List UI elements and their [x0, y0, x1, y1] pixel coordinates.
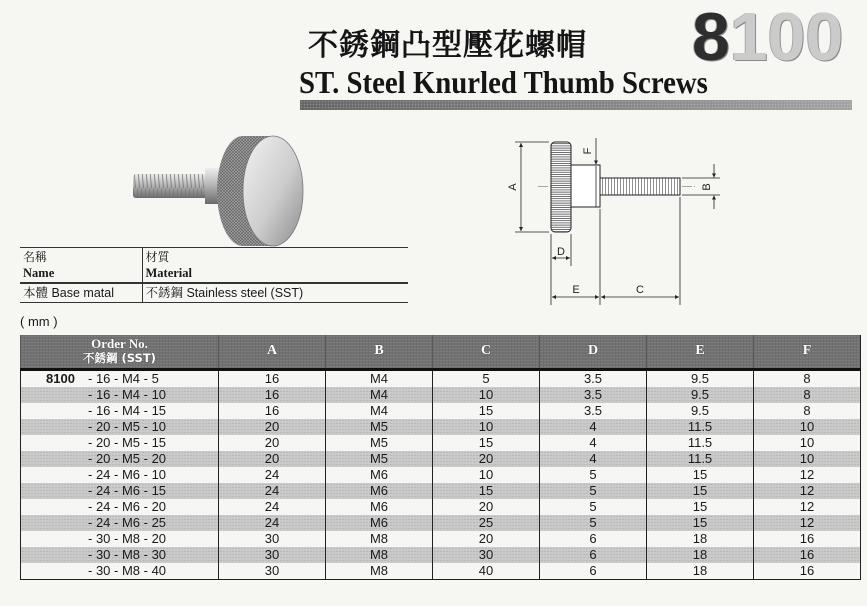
cell-b: M8	[326, 547, 433, 563]
table-row	[21, 467, 861, 483]
table-row	[21, 369, 861, 387]
cell-e: 9.5	[647, 403, 754, 419]
table-row	[21, 387, 861, 403]
spec-table	[20, 335, 861, 580]
table-row	[21, 403, 861, 419]
dim-label-f: F	[582, 147, 594, 155]
cell-f: 12	[754, 515, 861, 531]
order-number-cell	[21, 563, 219, 580]
cell-d: 5	[540, 499, 647, 515]
material-row	[20, 283, 408, 303]
cell-b: M6	[326, 483, 433, 499]
cell-c: 30	[433, 547, 540, 563]
dim-label-d: D	[557, 246, 565, 258]
order-suffix: - 30 - M8 - 20	[88, 530, 167, 546]
dim-label-a: A	[507, 183, 519, 191]
table-row	[21, 531, 861, 547]
order-number-cell	[21, 515, 219, 531]
cell-a: 24	[219, 499, 326, 515]
header-order-no	[21, 335, 219, 369]
cell-d: 5	[540, 483, 647, 499]
order-suffix: - 24 - M6 - 25	[88, 514, 167, 530]
order-suffix: - 24 - M6 - 20	[88, 498, 167, 514]
cell-e: 9.5	[647, 387, 754, 403]
cell-c: 15	[433, 435, 540, 451]
cell-e: 15	[647, 499, 754, 515]
title-chinese: 不銹鋼凸型壓花螺帽	[308, 28, 587, 63]
cell-c: 10	[433, 467, 540, 483]
cell-d: 4	[540, 419, 647, 435]
screw-head-face	[243, 136, 303, 246]
order-suffix: - 20 - M5 - 15	[88, 434, 167, 450]
table-row	[21, 435, 861, 451]
header-col-b: B	[326, 335, 433, 369]
table-row	[21, 563, 861, 580]
cell-b: M6	[326, 499, 433, 515]
cell-d: 5	[540, 515, 647, 531]
material-header-row	[20, 248, 408, 283]
cell-b: M5	[326, 451, 433, 467]
order-suffix: - 30 - M8 - 30	[88, 546, 167, 562]
cell-e: 11.5	[647, 435, 754, 451]
material-table	[20, 247, 408, 303]
dim-label-b: B	[701, 183, 713, 191]
cell-f: 8	[754, 387, 861, 403]
cell-d: 3.5	[540, 369, 647, 387]
header-order-no-material: 不銹鋼 (SST)	[83, 350, 156, 365]
header-name-zh: 名稱	[23, 250, 48, 264]
cell-b: M6	[326, 515, 433, 531]
order-suffix: - 30 - M8 - 40	[88, 562, 167, 578]
cell-a: 24	[219, 515, 326, 531]
cell-f: 8	[754, 403, 861, 419]
table-row	[21, 547, 861, 563]
catalog-number: 8100	[692, 0, 844, 75]
cell-e: 15	[647, 467, 754, 483]
header-col-c: C	[433, 335, 540, 369]
cell-e: 18	[647, 547, 754, 563]
cell-f: 8	[754, 369, 861, 387]
cell-b: M4	[326, 369, 433, 387]
cell-f: 10	[754, 435, 861, 451]
cell-a: 16	[219, 403, 326, 419]
cell-f: 16	[754, 531, 861, 547]
order-number-cell	[21, 547, 219, 563]
dimension-lines	[515, 138, 720, 305]
order-number-cell	[21, 467, 219, 483]
cell-c: 15	[433, 483, 540, 499]
order-number-cell	[21, 483, 219, 499]
header-name-en: Name	[23, 266, 55, 280]
order-suffix: - 16 - M4 - 15	[88, 402, 167, 418]
cell-f: 16	[754, 563, 861, 580]
dimension-drawing	[500, 130, 730, 310]
cell-f: 12	[754, 499, 861, 515]
cell-c: 10	[433, 387, 540, 403]
order-suffix: - 16 - M4 - 10	[88, 386, 167, 402]
cell-b: M8	[326, 563, 433, 580]
cell-e: 15	[647, 483, 754, 499]
title-english: ST. Steel Knurled Thumb Screws	[299, 64, 708, 100]
cell-a: 30	[219, 531, 326, 547]
cell-f: 12	[754, 467, 861, 483]
order-number-cell	[21, 499, 219, 515]
title-underline-bar	[300, 100, 852, 110]
header-material	[142, 248, 408, 283]
cell-c: 25	[433, 515, 540, 531]
cell-e: 11.5	[647, 419, 754, 435]
cell-a: 16	[219, 369, 326, 387]
screw-thread	[133, 174, 205, 198]
header-material-zh: 材質	[145, 250, 170, 264]
header-name	[20, 248, 142, 283]
cell-f: 10	[754, 451, 861, 467]
spec-header-row	[21, 335, 861, 369]
header-order-no-en: Order No.	[91, 335, 148, 351]
order-suffix: - 24 - M6 - 15	[88, 482, 167, 498]
cell-d: 6	[540, 531, 647, 547]
cell-a: 30	[219, 563, 326, 580]
order-suffix: - 20 - M5 - 20	[88, 450, 167, 466]
cell-a: 24	[219, 467, 326, 483]
cell-c: 20	[433, 451, 540, 467]
cell-a: 16	[219, 387, 326, 403]
order-number-cell	[21, 403, 219, 419]
cell-c: 10	[433, 419, 540, 435]
order-number-cell	[21, 435, 219, 451]
unit-label: ( mm )	[20, 314, 58, 329]
cell-b: M6	[326, 467, 433, 483]
cell-d: 6	[540, 547, 647, 563]
cell-c: 5	[433, 369, 540, 387]
cell-d: 3.5	[540, 403, 647, 419]
cell-d: 4	[540, 435, 647, 451]
cell-f: 16	[754, 547, 861, 563]
cell-b: M8	[326, 531, 433, 547]
table-row	[21, 483, 861, 499]
order-number-cell	[21, 369, 219, 387]
cell-f: 12	[754, 483, 861, 499]
cell-f: 10	[754, 419, 861, 435]
cell-d: 3.5	[540, 387, 647, 403]
header-col-e: E	[647, 335, 754, 369]
cell-d: 5	[540, 467, 647, 483]
order-number-cell	[21, 531, 219, 547]
order-suffix: - 24 - M6 - 10	[88, 466, 167, 482]
series-code: 8100	[46, 370, 75, 386]
table-row	[21, 515, 861, 531]
header-col-a: A	[219, 335, 326, 369]
cell-d: 6	[540, 563, 647, 580]
cell-b: M4	[326, 403, 433, 419]
cell-a: 30	[219, 547, 326, 563]
table-row	[21, 499, 861, 515]
cell-e: 11.5	[647, 451, 754, 467]
cell-d: 4	[540, 451, 647, 467]
cell-a: 20	[219, 451, 326, 467]
drawing-shaft	[600, 178, 680, 195]
cell-c: 40	[433, 563, 540, 580]
cell-e: 15	[647, 515, 754, 531]
cell-c: 20	[433, 499, 540, 515]
product-photo	[125, 128, 310, 253]
header-col-f: F	[754, 335, 861, 369]
part-material: 不銹鋼 Stainless steel (SST)	[142, 283, 408, 303]
part-name: 本體 Base matal	[20, 283, 142, 303]
order-suffix: - 20 - M5 - 10	[88, 418, 167, 434]
cell-b: M5	[326, 419, 433, 435]
cell-b: M4	[326, 387, 433, 403]
cell-e: 18	[647, 531, 754, 547]
order-suffix: - 16 - M4 - 5	[88, 370, 159, 386]
cell-c: 20	[433, 531, 540, 547]
cell-e: 9.5	[647, 369, 754, 387]
cell-b: M5	[326, 435, 433, 451]
cell-a: 20	[219, 435, 326, 451]
order-number-cell	[21, 419, 219, 435]
table-row	[21, 419, 861, 435]
dim-label-e: E	[572, 284, 580, 296]
header-col-d: D	[540, 335, 647, 369]
cell-c: 15	[433, 403, 540, 419]
cell-a: 24	[219, 483, 326, 499]
header-material-en: Material	[145, 266, 193, 280]
drawing-head	[551, 142, 571, 232]
cell-a: 20	[219, 419, 326, 435]
cell-e: 18	[647, 563, 754, 580]
order-number-cell	[21, 451, 219, 467]
dim-label-c: C	[636, 284, 644, 296]
order-number-cell	[21, 387, 219, 403]
table-row	[21, 451, 861, 467]
